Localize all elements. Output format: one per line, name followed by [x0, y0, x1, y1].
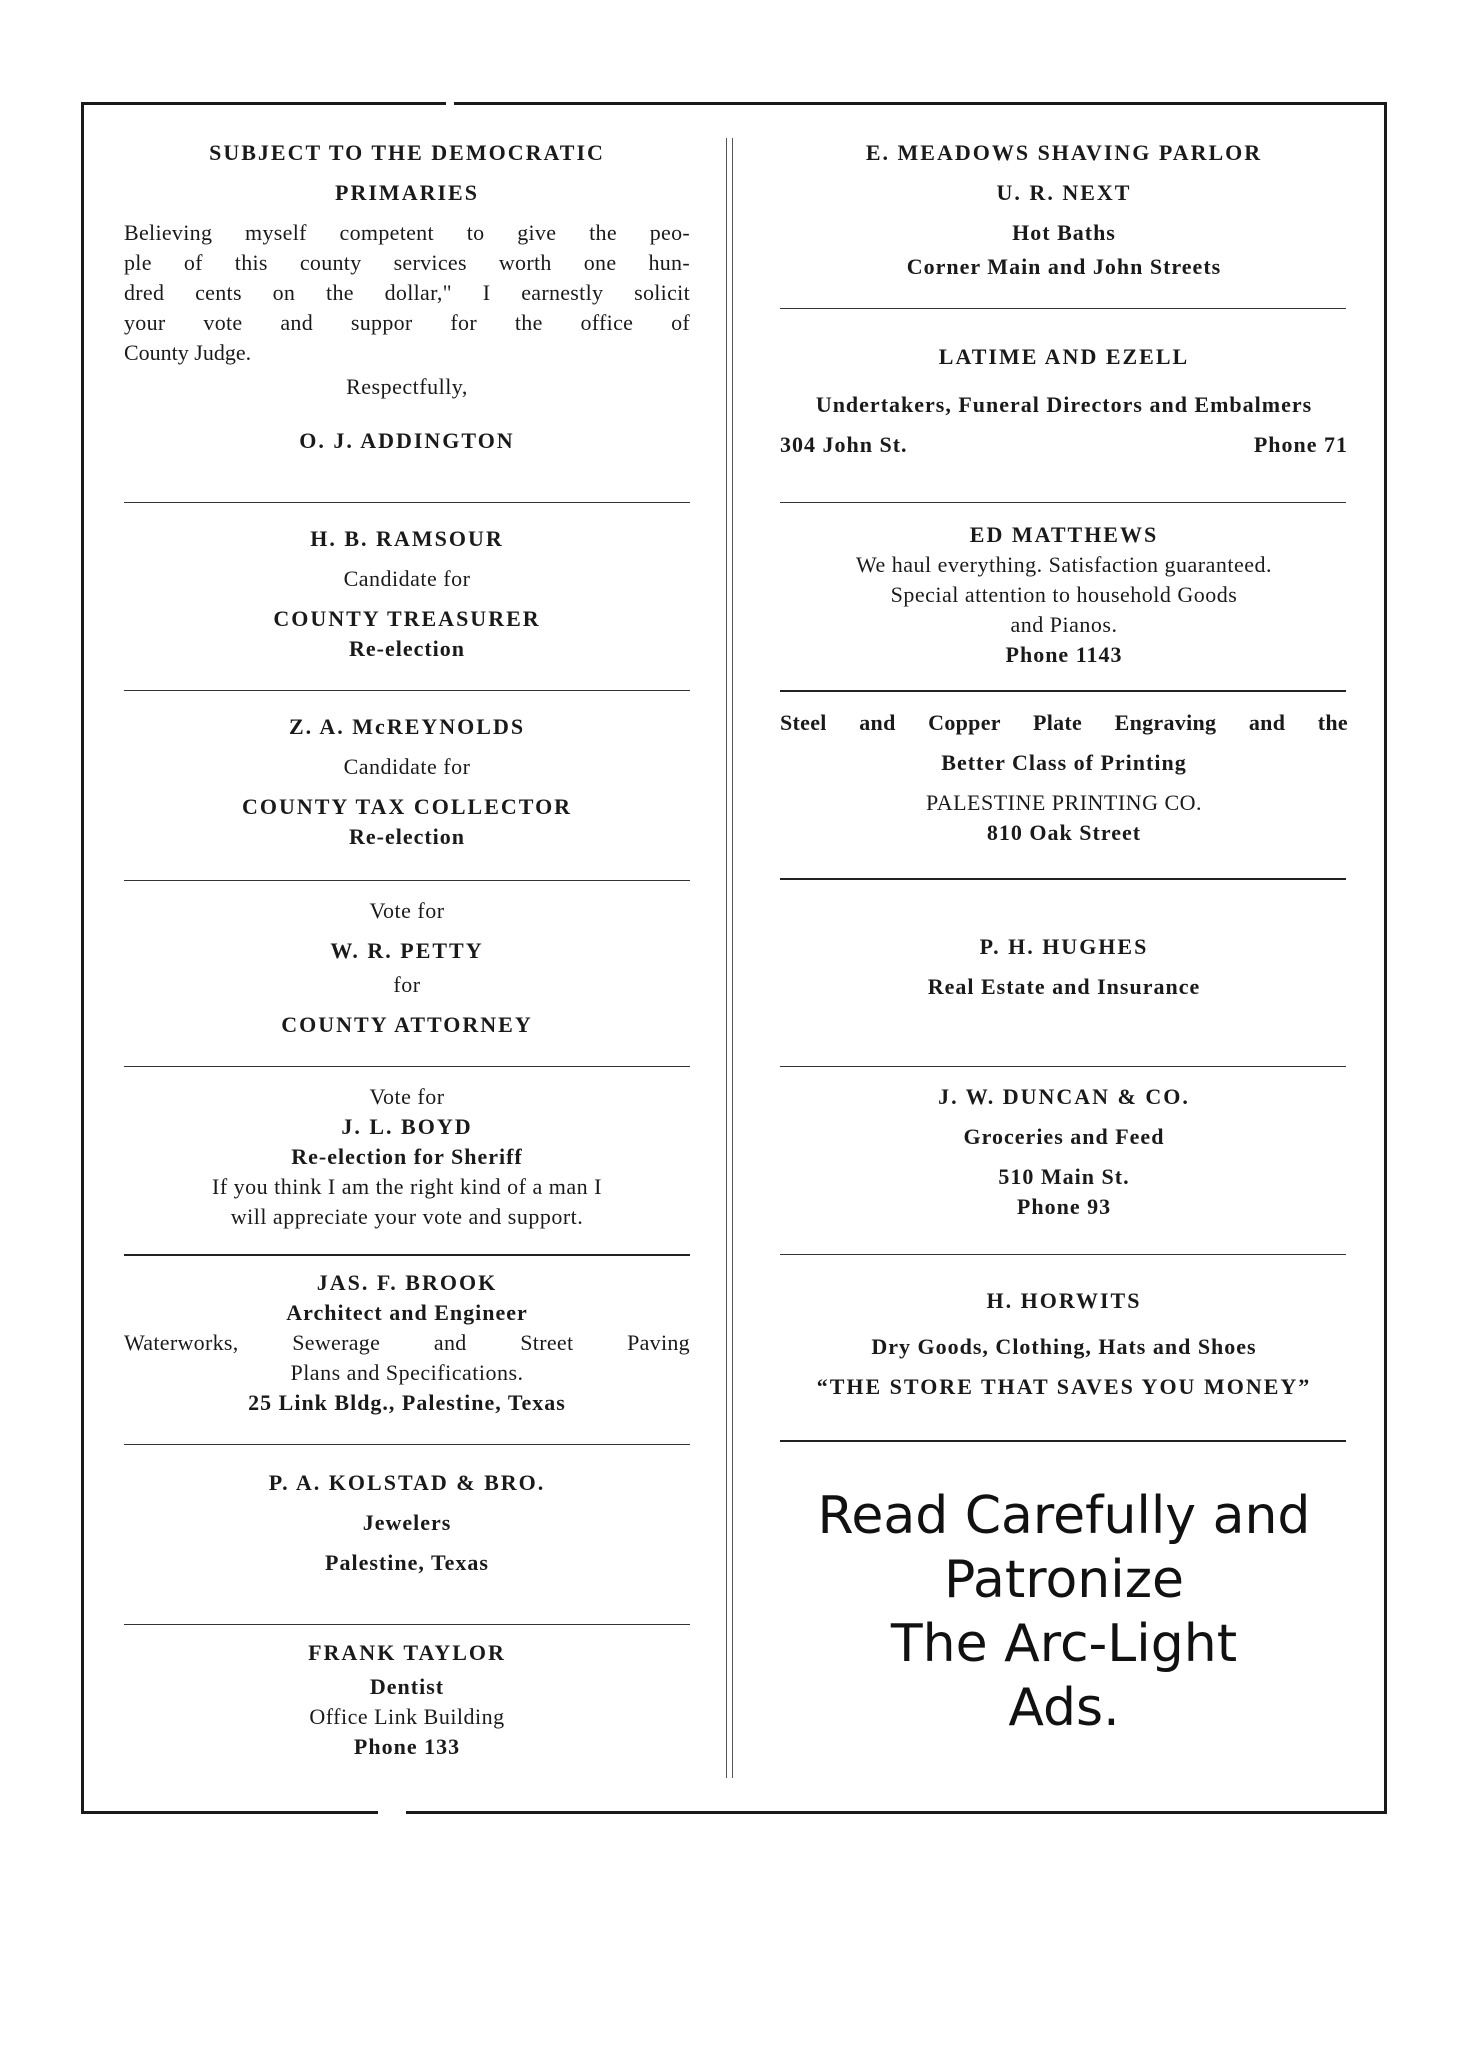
- ad-body-line: will appreciate your vote and support.: [230, 1204, 584, 1229]
- ad-meadows: [780, 138, 1348, 282]
- ad-title: Architect and Engineer: [286, 1300, 528, 1325]
- ad-ramsour: [124, 524, 690, 664]
- ad-phone: Phone 93: [1016, 1194, 1112, 1219]
- ad-trade: Real Estate and Insurance: [927, 974, 1201, 999]
- ad-address: Corner Main and John Streets: [906, 254, 1222, 279]
- section-rule: [780, 1254, 1346, 1255]
- ad-city: Palestine, Texas: [325, 1550, 489, 1575]
- ad-name: W. R. PETTY: [330, 938, 484, 963]
- ad-line: Vote for: [369, 1084, 445, 1109]
- ad-status: Re-election for Sheriff: [291, 1144, 523, 1169]
- section-rule: [780, 308, 1346, 309]
- ad-name: O. J. ADDINGTON: [299, 428, 515, 453]
- ad-name: J. L. BOYD: [341, 1114, 473, 1139]
- ad-heading: PRIMARIES: [335, 180, 479, 205]
- ad-phone: Phone 71: [1253, 432, 1348, 457]
- ad-line: We haul everything. Satisfaction guaranteed.: [855, 552, 1273, 577]
- section-rule: [780, 1066, 1346, 1067]
- ad-line: Steel and Copper Plate Engraving and the: [780, 710, 1348, 735]
- ad-horwits: [780, 1286, 1348, 1402]
- ad-matthews: [780, 520, 1348, 670]
- closing-line: The Arc-Light: [890, 1614, 1238, 1674]
- section-rule: [780, 878, 1346, 880]
- ad-address: 810 Oak Street: [986, 820, 1142, 845]
- ad-boyd: [124, 1082, 690, 1232]
- ad-mcreynolds: [124, 712, 690, 852]
- section-rule: [124, 1066, 690, 1067]
- ad-slogan: “THE STORE THAT SAVES YOU MONEY”: [816, 1374, 1312, 1399]
- ad-office: COUNTY TAX COLLECTOR: [241, 794, 573, 819]
- section-rule: [124, 1444, 690, 1445]
- ad-brook: [124, 1268, 690, 1418]
- ad-name: J. W. DUNCAN & CO.: [938, 1084, 1190, 1109]
- ad-phone: Phone 133: [353, 1734, 461, 1759]
- ad-addington: [124, 138, 690, 456]
- ad-duncan: [780, 1082, 1348, 1222]
- section-rule: [124, 880, 690, 881]
- ad-body-line: your vote and suppor for the office of: [124, 310, 690, 335]
- ad-line: for: [393, 972, 421, 997]
- ad-line: Hot Baths: [1012, 220, 1116, 245]
- ad-status: Re-election: [348, 636, 466, 661]
- ad-phone: Phone 1143: [1005, 642, 1123, 667]
- ad-kolstad: [124, 1468, 690, 1578]
- ad-body-line: dred cents on the dollar," I earnestly solicit: [124, 280, 690, 305]
- ad-trade: Jewelers: [362, 1510, 452, 1535]
- ad-body-line: County Judge.: [124, 340, 252, 365]
- section-rule: [780, 502, 1346, 503]
- ad-line: Plans and Specifications.: [290, 1360, 524, 1385]
- ad-latime: [780, 342, 1348, 460]
- ad-hughes: [780, 932, 1348, 1002]
- ad-line: Candidate for: [343, 754, 471, 779]
- ad-line: and Pianos.: [1010, 612, 1118, 637]
- closing-line: Read Carefully and: [817, 1486, 1311, 1546]
- ad-name: ED MATTHEWS: [969, 522, 1159, 547]
- ad-name: LATIME AND EZELL: [938, 344, 1190, 369]
- ad-name: P. A. KOLSTAD & BRO.: [268, 1470, 546, 1495]
- column-divider: [726, 138, 729, 1778]
- ad-taylor: [124, 1638, 690, 1762]
- ad-name: P. H. HUGHES: [979, 934, 1149, 959]
- ad-trade: Groceries and Feed: [963, 1124, 1165, 1149]
- closing-line: Patronize: [943, 1550, 1185, 1610]
- ad-name: H. B. RAMSOUR: [310, 526, 504, 551]
- ad-printing: [780, 708, 1348, 848]
- ad-status: Re-election: [348, 824, 466, 849]
- ad-line: Vote for: [369, 898, 445, 923]
- ad-name: FRANK TAYLOR: [308, 1640, 506, 1665]
- ad-name: E. MEADOWS SHAVING PARLOR: [865, 140, 1263, 165]
- ad-line: Office Link Building: [309, 1704, 505, 1729]
- frame-gap-top: [446, 96, 454, 106]
- section-rule: [124, 690, 690, 691]
- ad-office: COUNTY ATTORNEY: [281, 1012, 533, 1037]
- ad-office: COUNTY TREASURER: [273, 606, 541, 631]
- ad-address: 25 Link Bldg., Palestine, Texas: [248, 1390, 566, 1415]
- ad-name: H. HORWITS: [986, 1288, 1142, 1313]
- ad-name: PALESTINE PRINTING CO.: [925, 790, 1203, 815]
- ad-closing: Respectfully,: [346, 374, 468, 399]
- ad-address: 304 John St.: [780, 432, 908, 457]
- ad-line: Special attention to household Goods: [890, 582, 1238, 607]
- section-rule: [124, 1254, 690, 1256]
- ad-trade: Undertakers, Funeral Directors and Embalmers: [815, 392, 1313, 417]
- closing-line: Ads.: [1008, 1678, 1120, 1738]
- ad-address: 510 Main St.: [998, 1164, 1130, 1189]
- ad-name: JAS. F. BROOK: [316, 1270, 498, 1295]
- frame-gap-bottom: [378, 1810, 406, 1819]
- ad-trade: Dentist: [369, 1674, 445, 1699]
- ad-heading: SUBJECT TO THE DEMOCRATIC: [209, 140, 605, 165]
- ad-line: Waterworks, Sewerage and Street Paving: [124, 1330, 690, 1355]
- section-rule: [780, 1440, 1346, 1442]
- ad-body-line: ple of this county services worth one hun-: [124, 250, 690, 275]
- ad-contact-row: [780, 430, 1348, 460]
- section-rule: [124, 1624, 690, 1625]
- ad-slogan: U. R. NEXT: [996, 180, 1132, 205]
- closing-notice: [780, 1484, 1348, 1740]
- ad-line: Candidate for: [343, 566, 471, 591]
- ad-trade: Dry Goods, Clothing, Hats and Shoes: [871, 1334, 1257, 1359]
- ad-petty: [124, 896, 690, 1040]
- ad-line: Better Class of Printing: [941, 750, 1187, 775]
- ad-name: Z. A. McREYNOLDS: [288, 714, 526, 739]
- section-rule: [124, 502, 690, 503]
- ad-body-line: If you think I am the right kind of a man I: [212, 1174, 602, 1199]
- ad-body-line: Believing myself competent to give the peo-: [124, 220, 690, 245]
- section-rule: [780, 690, 1346, 692]
